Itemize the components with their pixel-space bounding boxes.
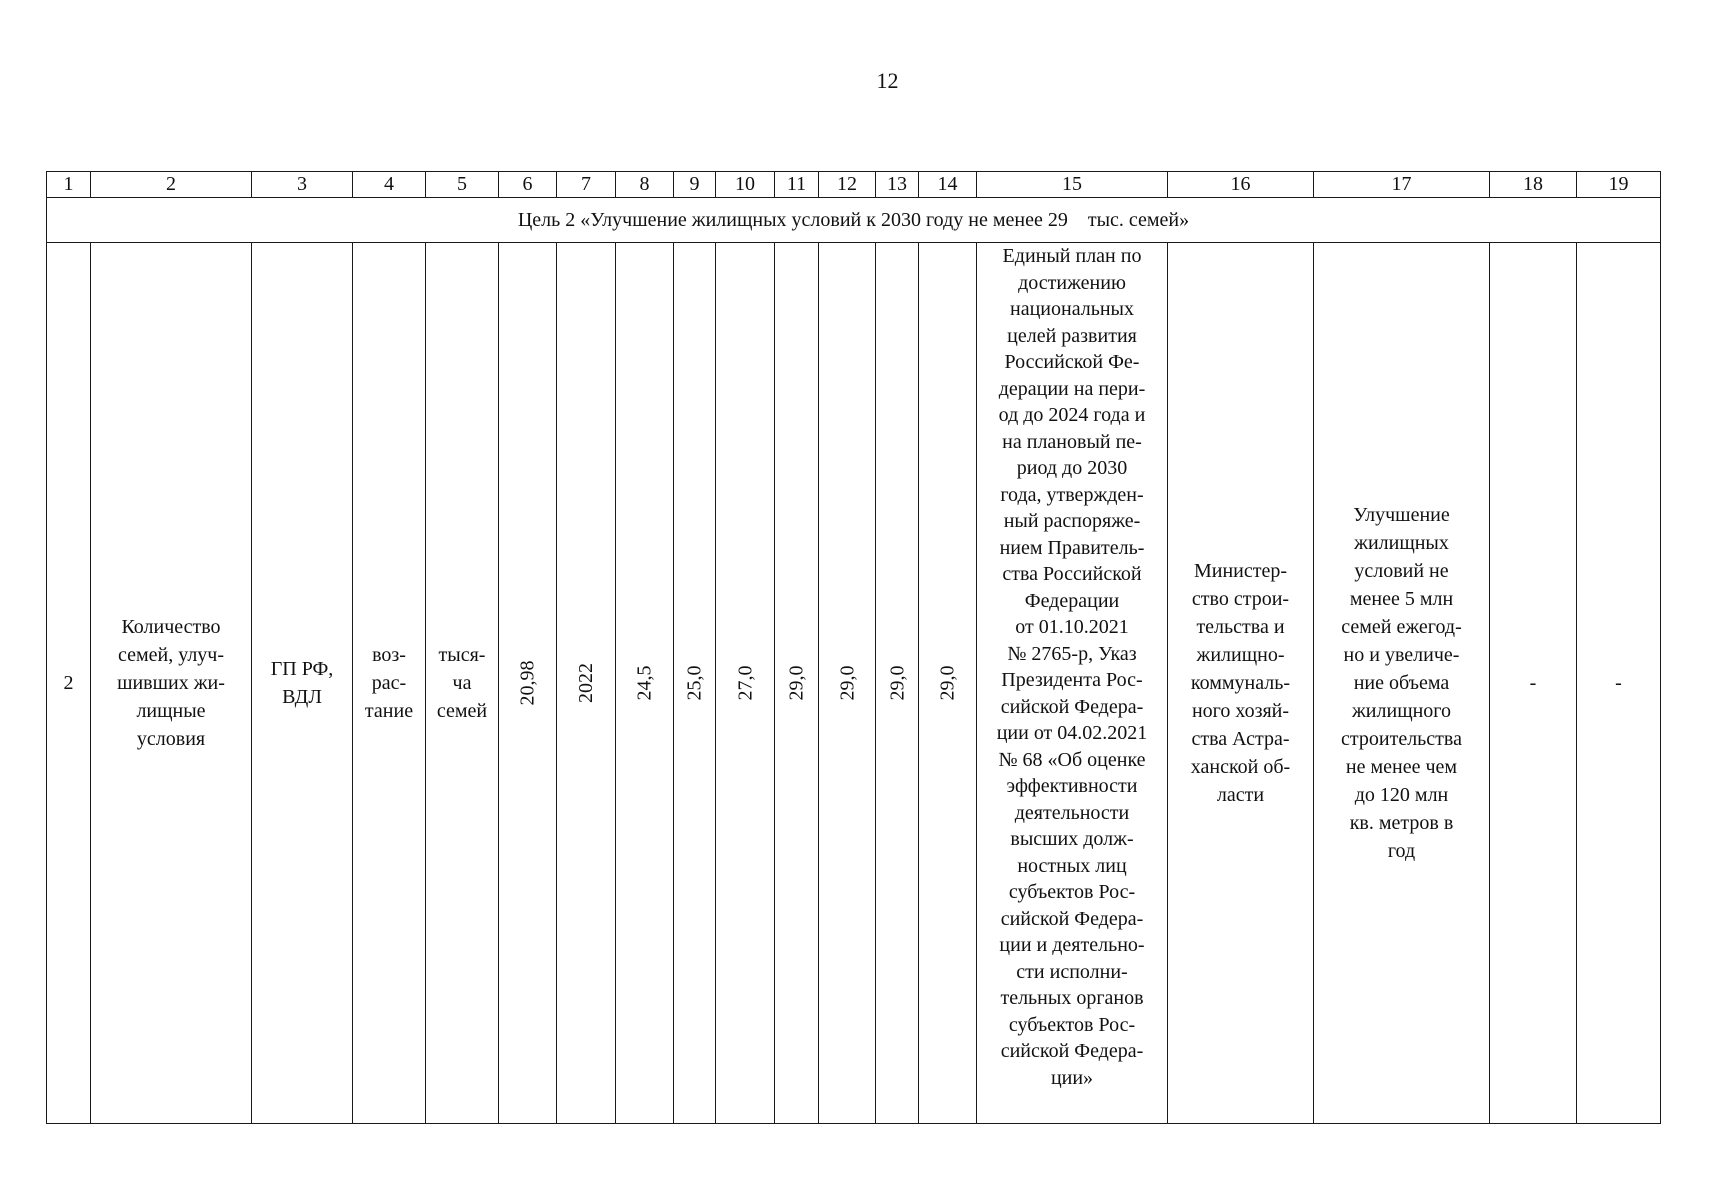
column-number: 3	[252, 172, 353, 198]
indicator-unit: тыся- ча семей	[436, 644, 488, 722]
column-number: 5	[426, 172, 499, 198]
column-number: 18	[1490, 172, 1577, 198]
page-number: 12	[876, 68, 899, 93]
value-col-9: 25,0	[683, 665, 706, 701]
column-number: 6	[499, 172, 557, 198]
value-cell	[819, 243, 876, 1124]
level-cell	[252, 243, 353, 1124]
goal-title	[47, 198, 1661, 243]
base-value: 20,98	[516, 660, 539, 706]
value-col-14: 29,0	[936, 665, 959, 701]
unit-cell	[426, 243, 499, 1124]
base-year-cell	[557, 243, 616, 1124]
goal-title-text: Цель 2 «Улучшение жилищных условий к 2030 году не менее 29 тыс. семей»	[517, 209, 1190, 231]
value-cell	[919, 243, 977, 1124]
base-value-cell	[499, 243, 557, 1124]
indicator-trend: воз- рас- тание	[364, 644, 414, 722]
responsible-body: Министер- ство строи- тельства и жилищно- коммуналь- ного хозяй- ства Астра- ханской об- ласти	[1190, 560, 1291, 806]
column-number: 13	[876, 172, 919, 198]
column-number: 7	[557, 172, 616, 198]
row-number: 2	[63, 672, 74, 694]
value-col-8: 24,5	[633, 665, 656, 701]
column-number: 17	[1314, 172, 1490, 198]
column-number: 2	[91, 172, 252, 198]
indicator-name: Количество семей, улуч- шивших жи- лищные условия	[117, 616, 225, 750]
row-number-cell	[47, 243, 91, 1124]
column-number: 9	[674, 172, 716, 198]
national-goal-link: Улучшение жилищных условий не менее 5 млн семей ежегод- но и увеличе- ние объема жилищного строительства не менее чем до 120 млн кв. метров в год	[1341, 504, 1462, 862]
value-col-11: 29,0	[785, 665, 808, 701]
value-col-12: 29,0	[836, 665, 858, 701]
trend-cell	[353, 243, 426, 1124]
value-cell	[876, 243, 919, 1124]
column-number-row	[47, 172, 1661, 198]
column-number: 1	[47, 172, 91, 198]
column-number: 12	[819, 172, 876, 198]
column-number: 15	[977, 172, 1168, 198]
indicator-name-cell	[91, 243, 252, 1124]
column-number: 4	[353, 172, 426, 198]
indicators-table	[46, 171, 1661, 1124]
value-cell	[674, 243, 716, 1124]
column-number: 10	[716, 172, 775, 198]
goal-row	[47, 198, 1661, 243]
base-year: 2022	[575, 663, 597, 703]
col-19-value: -	[1615, 672, 1622, 694]
value-col-10: 27,0	[734, 665, 756, 701]
value-cell	[716, 243, 775, 1124]
column-number: 16	[1168, 172, 1314, 198]
column-number: 8	[616, 172, 674, 198]
col-18-value: -	[1529, 672, 1537, 694]
indicator-level: ГП РФ, ВДЛ	[270, 658, 334, 708]
column-number: 19	[1577, 172, 1661, 198]
value-cell	[775, 243, 819, 1124]
column-number: 14	[919, 172, 977, 198]
responsible-cell	[1168, 243, 1314, 1124]
document-cell	[977, 243, 1168, 1124]
value-col-13: 29,0	[886, 665, 908, 701]
document-reference: Единый план по достижению национальных целей развития Российской Фе- дерации на пери- од до 2024 года и на плановый пе- риод до 2030 года, утвержден- ный распоряже- нием Правитель- ства Российской Федерации от 01.10.2021 № 2765-р, Указ Президента Рос- сийской Федера- ции от 04.02.2021 № 68 «Об оценке эффективности деятельности высших долж- ностных лиц субъектов Рос- сийской Федера- ции и деятельно- сти исполни- тельных органов субъектов Рос- сийской Федера- ции»	[996, 245, 1148, 1089]
value-cell	[616, 243, 674, 1124]
national-goal-cell	[1314, 243, 1490, 1124]
col-19-cell	[1577, 243, 1661, 1124]
column-number: 11	[775, 172, 819, 198]
table-row	[47, 243, 1661, 1124]
col-18-cell	[1490, 243, 1577, 1124]
